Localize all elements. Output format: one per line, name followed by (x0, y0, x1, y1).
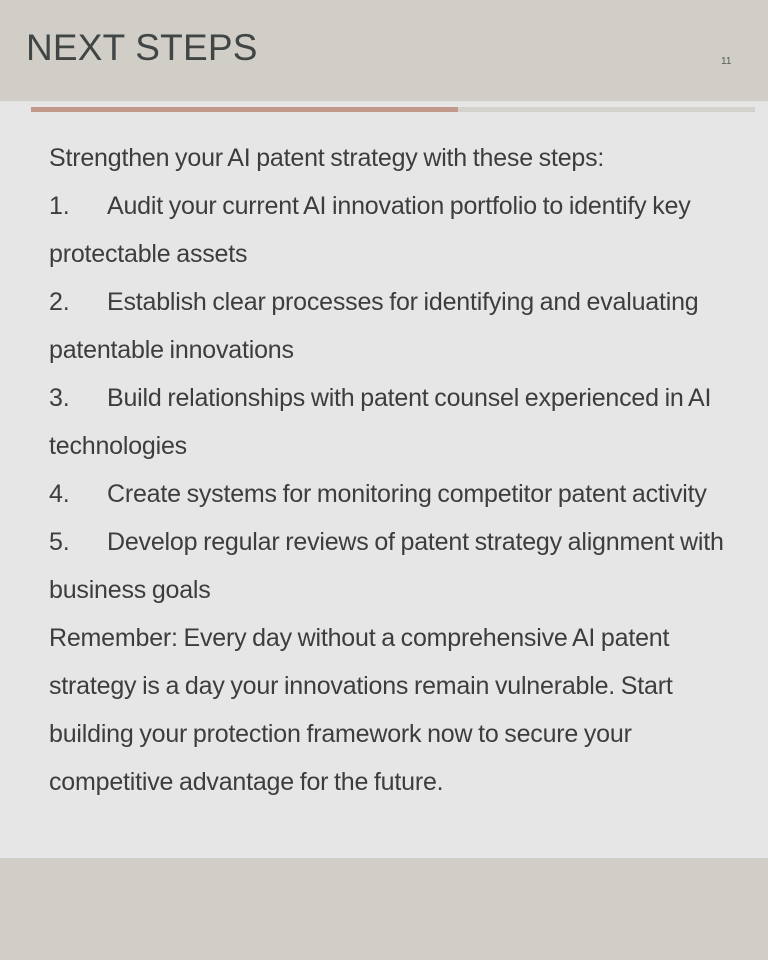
slide-number: 11 (721, 56, 732, 67)
slide-footer (0, 858, 768, 960)
step-item (49, 518, 729, 614)
step-text: Build relationships with patent counsel experienced in AI technologies (49, 384, 712, 460)
closing-paragraph: Remember: Every day without a comprehensive AI patent strategy is a day your innovations remain vulnerable. Start building your protection framework now to secure your competitive advantage for the future. (49, 624, 673, 796)
slide-header (0, 0, 768, 101)
intro-paragraph: Strengthen your AI patent strategy with these steps: (49, 144, 605, 172)
step-number: 5. (49, 528, 70, 556)
body-text (49, 134, 729, 806)
slide-title: NEXT STEPS (26, 27, 258, 68)
step-text: Create systems for monitoring competitor patent activity (107, 480, 707, 508)
step-text: Develop regular reviews of patent strategy alignment with business goals (49, 528, 724, 604)
progress-bar (31, 107, 755, 112)
step-number: 4. (49, 480, 70, 508)
step-number: 2. (49, 288, 70, 316)
step-number: 3. (49, 384, 70, 412)
step-item (49, 182, 729, 278)
step-item (49, 278, 729, 374)
step-text: Establish clear processes for identifying and evaluating patentable innovations (49, 288, 699, 364)
step-number: 1. (49, 192, 70, 220)
step-item (49, 470, 729, 518)
step-item (49, 374, 729, 470)
step-text: Audit your current AI innovation portfolio to identify key protectable assets (49, 192, 691, 268)
progress-bar-fill (31, 107, 458, 112)
content-panel (0, 101, 768, 858)
